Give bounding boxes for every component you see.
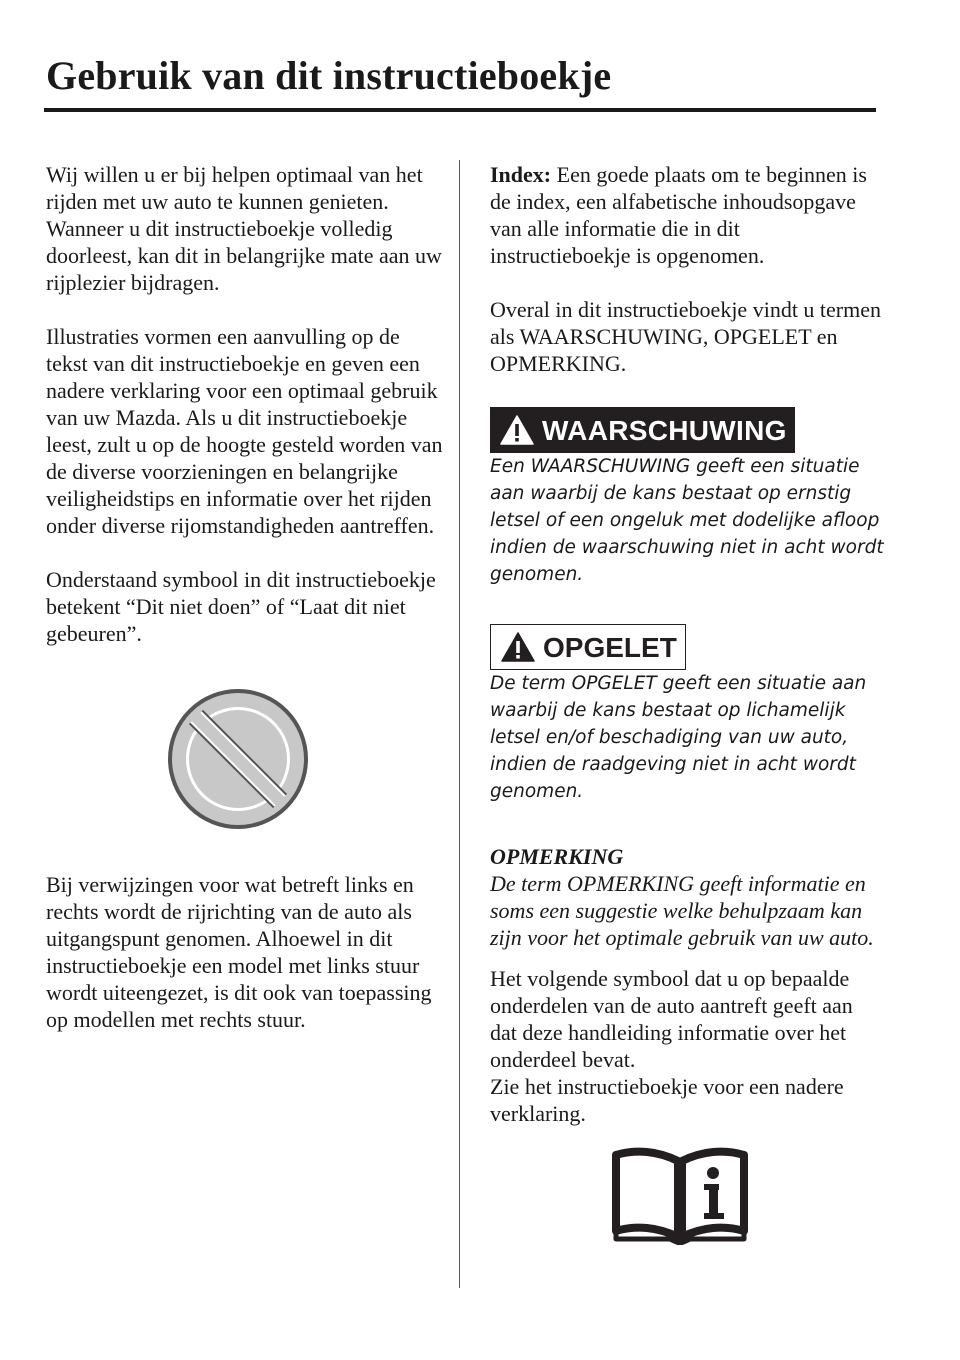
- column-divider: [459, 160, 460, 1288]
- caution-label: OPGELET: [543, 631, 677, 663]
- caution-badge: [490, 624, 686, 670]
- caution-triangle-icon: [501, 632, 535, 662]
- manual-info-icon: [612, 1143, 748, 1245]
- warning-text: Een WAARSCHUWING geeft een situatie aan waarbij de kans bestaat op ernstig letsel of een ongeluk met dodelijke afloop indien de waarschuwing niet in acht wordt genomen.: [490, 456, 884, 585]
- symbol-info-paragraph: Het volgende symbool dat u op bepaalde onderdelen van de auto aantreft geeft aan dat deze handleiding informatie over het onderdeel bevat.: [490, 966, 853, 1072]
- intro-paragraph: Wij willen u er bij helpen optimaal van het rijden met uw auto te kunnen genieten. Wanneer u dit instructieboekje volledig doorleest, kan dit in belangrijke mate aan uw rijplezier bijdragen.: [46, 162, 442, 295]
- left-column: [46, 161, 446, 1033]
- index-text: Een goede plaats om te beginnen is de index, een alfabetische inhoudsopgave van alle informatie die in dit instructieboekje is opgenomen.: [490, 162, 867, 268]
- see-manual-paragraph: Zie het instructieboekje voor een nadere verklaring.: [490, 1074, 844, 1126]
- page-title: Gebruik van dit instructieboekje: [46, 53, 612, 98]
- terms-paragraph: Overal in dit instructieboekje vindt u termen als WAARSCHUWING, OPGELET en OPMERKING.: [490, 297, 882, 376]
- index-paragraph: [490, 161, 885, 269]
- prohibition-icon: [166, 687, 310, 831]
- note-text: De term OPMERKING geeft informatie en soms een suggestie welke behulpzaam kan zijn voor het optimale gebruik van uw auto.: [490, 871, 874, 950]
- right-column: [490, 161, 885, 1245]
- illustrations-paragraph: Illustraties vormen een aanvulling op de tekst van dit instructieboekje en geven een nadere verklaring voor een optimaal gebruik van uw Mazda. Als u dit instructieboekje leest, zult u op de hoogte gesteld worden van de diverse voorzieningen en belangrijke veiligheidstips en informatie over het rijden onder diverse rijomstandigheden aantreffen.: [46, 324, 443, 538]
- index-label: Index:: [490, 162, 552, 187]
- warning-triangle-icon: [500, 415, 534, 445]
- orientation-paragraph: Bij verwijzingen voor wat betreft links en rechts wordt de rijrichting van de auto als uitgangspunt genomen. Alhoewel in dit instructieboekje een model met links stuur wordt uiteengezet, is dit ook van toepassing op modellen met rechts stuur.: [46, 872, 432, 1032]
- note-label: OPMERKING: [490, 844, 624, 869]
- title-rule: [44, 108, 876, 112]
- warning-badge: [490, 407, 795, 453]
- symbol-paragraph: Onderstaand symbool in dit instructieboekje betekent “Dit niet doen” of “Laat dit niet gebeuren”.: [46, 567, 436, 646]
- caution-text: De term OPGELET geeft een situatie aan waarbij de kans bestaat op lichamelijk letsel en/of beschadiging van uw auto, indien de raadgeving niet in acht wordt genomen.: [490, 673, 867, 802]
- warning-label: WAARSCHUWING: [542, 414, 787, 446]
